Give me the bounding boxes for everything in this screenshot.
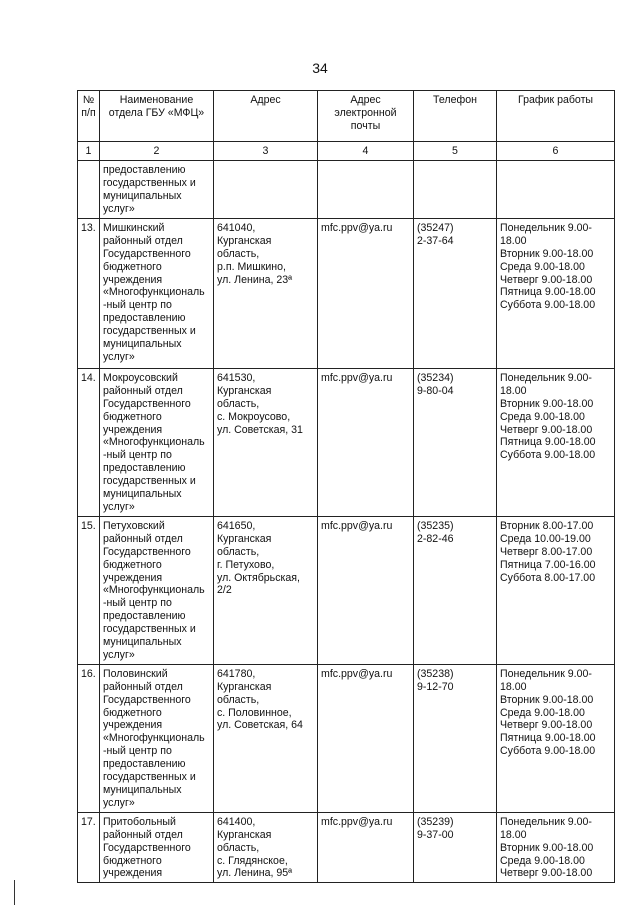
column-index: 6 — [497, 142, 615, 161]
header-schedule: График работы — [497, 91, 615, 142]
header-row — [78, 91, 615, 142]
cell-address — [214, 160, 318, 218]
column-index-row — [78, 142, 615, 161]
column-index: 1 — [78, 142, 100, 161]
column-index: 3 — [214, 142, 318, 161]
cell-name: Мишкинский районный отдел Государственного бюджетного учреждения «Многофункциональ -ный центр по предоставлению государственных и муниципальных услуг» — [100, 218, 214, 368]
mfc-offices-table — [77, 90, 615, 883]
cell-email: mfc.ppv@ya.ru — [318, 368, 414, 516]
cell-address: 641530, Курганская область, с. Мокроусово, ул. Советская, 31 — [214, 368, 318, 516]
cell-email: mfc.ppv@ya.ru — [318, 664, 414, 812]
header-num: № п/п — [78, 91, 100, 142]
cell-email: mfc.ppv@ya.ru — [318, 218, 414, 368]
cell-schedule: Понедельник 9.00- 18.00 Вторник 9.00-18.00 Среда 9.00-18.00 Четверг 9.00-18.00 Пятница 9.00-18.00 Суббота 9.00-18.00 — [497, 368, 615, 516]
header-name: Наименование отдела ГБУ «МФЦ» — [100, 91, 214, 142]
table-row — [78, 664, 615, 812]
header-email: Адрес электронной почты — [318, 91, 414, 142]
page-number: 34 — [312, 60, 328, 76]
cell-num: 16. — [78, 664, 100, 812]
header-phone: Телефон — [414, 91, 497, 142]
cell-schedule: Понедельник 9.00- 18.00 Вторник 9.00-18.00 Среда 9.00-18.00 Четверг 9.00-18.00 Пятница 9.00-18.00 Суббота 9.00-18.00 — [497, 664, 615, 812]
header-address: Адрес — [214, 91, 318, 142]
cell-num — [78, 160, 100, 218]
continuation-row — [78, 160, 615, 218]
cell-schedule — [497, 160, 615, 218]
column-index: 2 — [100, 142, 214, 161]
cell-num: 14. — [78, 368, 100, 516]
cell-name: Половинский районный отдел Государственного бюджетного учреждения «Многофункциональ -ный центр по предоставлению государственных и муниципальных услуг» — [100, 664, 214, 812]
column-index: 5 — [414, 142, 497, 161]
cell-name: Притобольный районный отдел Государственного бюджетного учреждения — [100, 812, 214, 883]
cell-phone: (35238) 9-12-70 — [414, 664, 497, 812]
cell-name: Петуховский районный отдел Государственного бюджетного учреждения «Многофункциональ -ный центр по предоставлению государственных и муниципальных услуг» — [100, 516, 214, 664]
cell-address: 641650, Курганская область, г. Петухово, ул. Октябрьская, 2/2 — [214, 516, 318, 664]
cell-schedule: Вторник 8.00-17.00 Среда 10.00-19.00 Четверг 8.00-17.00 Пятница 7.00-16.00 Суббота 8.00-17.00 — [497, 516, 615, 664]
cell-num: 13. — [78, 218, 100, 368]
table-row — [78, 812, 615, 883]
cell-address: 641400, Курганская область, с. Глядянское, ул. Ленина, 95ª — [214, 812, 318, 883]
cell-phone — [414, 160, 497, 218]
cell-email — [318, 160, 414, 218]
cell-email: mfc.ppv@ya.ru — [318, 516, 414, 664]
margin-mark — [14, 880, 15, 905]
cell-name: Мокроусовский районный отдел Государственного бюджетного учреждения «Многофункциональ -ный центр по предоставлению государственных и муниципальных услуг» — [100, 368, 214, 516]
cell-phone: (35247) 2-37-64 — [414, 218, 497, 368]
cell-address: 641780, Курганская область, с. Половинное, ул. Советская, 64 — [214, 664, 318, 812]
cell-schedule: Понедельник 9.00- 18.00 Вторник 9.00-18.00 Среда 9.00-18.00 Четверг 9.00-18.00 Пятница 9.00-18.00 Суббота 9.00-18.00 — [497, 218, 615, 368]
cell-num: 15. — [78, 516, 100, 664]
cell-phone: (35239) 9-37-00 — [414, 812, 497, 883]
column-index: 4 — [318, 142, 414, 161]
cell-num: 17. — [78, 812, 100, 883]
cell-phone: (35235) 2-82-46 — [414, 516, 497, 664]
cell-email: mfc.ppv@ya.ru — [318, 812, 414, 883]
cell-address: 641040, Курганская область, р.п. Мишкино, ул. Ленина, 23ª — [214, 218, 318, 368]
cell-schedule: Понедельник 9.00- 18.00 Вторник 9.00-18.00 Среда 9.00-18.00 Четверг 9.00-18.00 — [497, 812, 615, 883]
table-row — [78, 218, 615, 368]
cell-name: предоставлению государственных и муниципальных услуг» — [100, 160, 214, 218]
cell-phone: (35234) 9-80-04 — [414, 368, 497, 516]
table-row — [78, 368, 615, 516]
table-row — [78, 516, 615, 664]
